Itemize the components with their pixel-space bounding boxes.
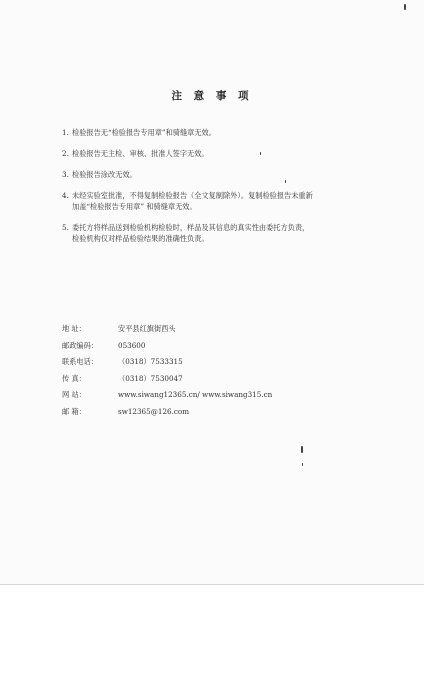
contact-row-address [62, 323, 362, 340]
note-text: 检验报告无主检、审核、批准人签字无效。 [72, 149, 209, 158]
scan-speck [260, 152, 261, 155]
contact-row-email [62, 406, 362, 423]
address-label: 地 址： [62, 324, 86, 333]
contact-row-phone [62, 356, 362, 373]
note-item [62, 222, 382, 244]
fax-label: 传 真： [62, 373, 86, 383]
note-text: 检验报告涂改无效。 [72, 170, 137, 179]
fax-value: （0318）7530047 [118, 373, 183, 383]
phone-value: （0318）7533315 [118, 357, 183, 367]
note-number: 1. [62, 128, 69, 137]
postcode-label: 邮政编码： [62, 340, 98, 350]
note-item [62, 127, 382, 138]
note-text: 未经实验室批准，不得复制检验报告（全文复制除外）。复制检验报告未重新 [72, 191, 313, 200]
website-value: www.siwang12365.cn/ www.siwang315.cn [118, 390, 273, 400]
scan-speck [285, 180, 286, 183]
website-label: 网 站： [62, 390, 86, 400]
note-continuation: 检验机构仅对样品检验结果的准确性负责。 [72, 234, 209, 243]
sheet-bottom-edge [0, 584, 424, 585]
note-text: 委托方将样品送到检验机构检验时，样品及其信息的真实性由委托方负责， [72, 223, 310, 232]
scan-speck [302, 463, 303, 466]
notes-list [62, 127, 382, 254]
address-value: 安平县红旗街西头 [118, 324, 176, 333]
note-continuation: 加盖“检验报告专用章” 和骑缝章无效。 [72, 202, 197, 211]
contact-block [62, 323, 362, 423]
note-number: 2. [62, 149, 69, 158]
note-number: 3. [62, 170, 69, 179]
note-item [62, 169, 382, 180]
email-value: sw12365@126.com [118, 406, 190, 416]
note-number: 4. [62, 191, 69, 200]
contact-row-fax [62, 373, 362, 390]
phone-label: 联系电话： [62, 357, 98, 367]
note-item [62, 190, 382, 212]
note-item [62, 148, 382, 159]
contact-row-postcode [62, 340, 362, 357]
note-number: 5. [62, 223, 69, 232]
postcode-value: 053600 [118, 340, 146, 350]
email-label: 邮 箱： [62, 406, 86, 416]
page-title: 注 意 事 项 [171, 90, 253, 102]
note-text: 检验报告无“检验报告专用章”和骑缝章无效。 [72, 128, 216, 137]
scan-speck [404, 4, 406, 10]
scan-speck [301, 446, 303, 453]
contact-row-website [62, 389, 362, 406]
